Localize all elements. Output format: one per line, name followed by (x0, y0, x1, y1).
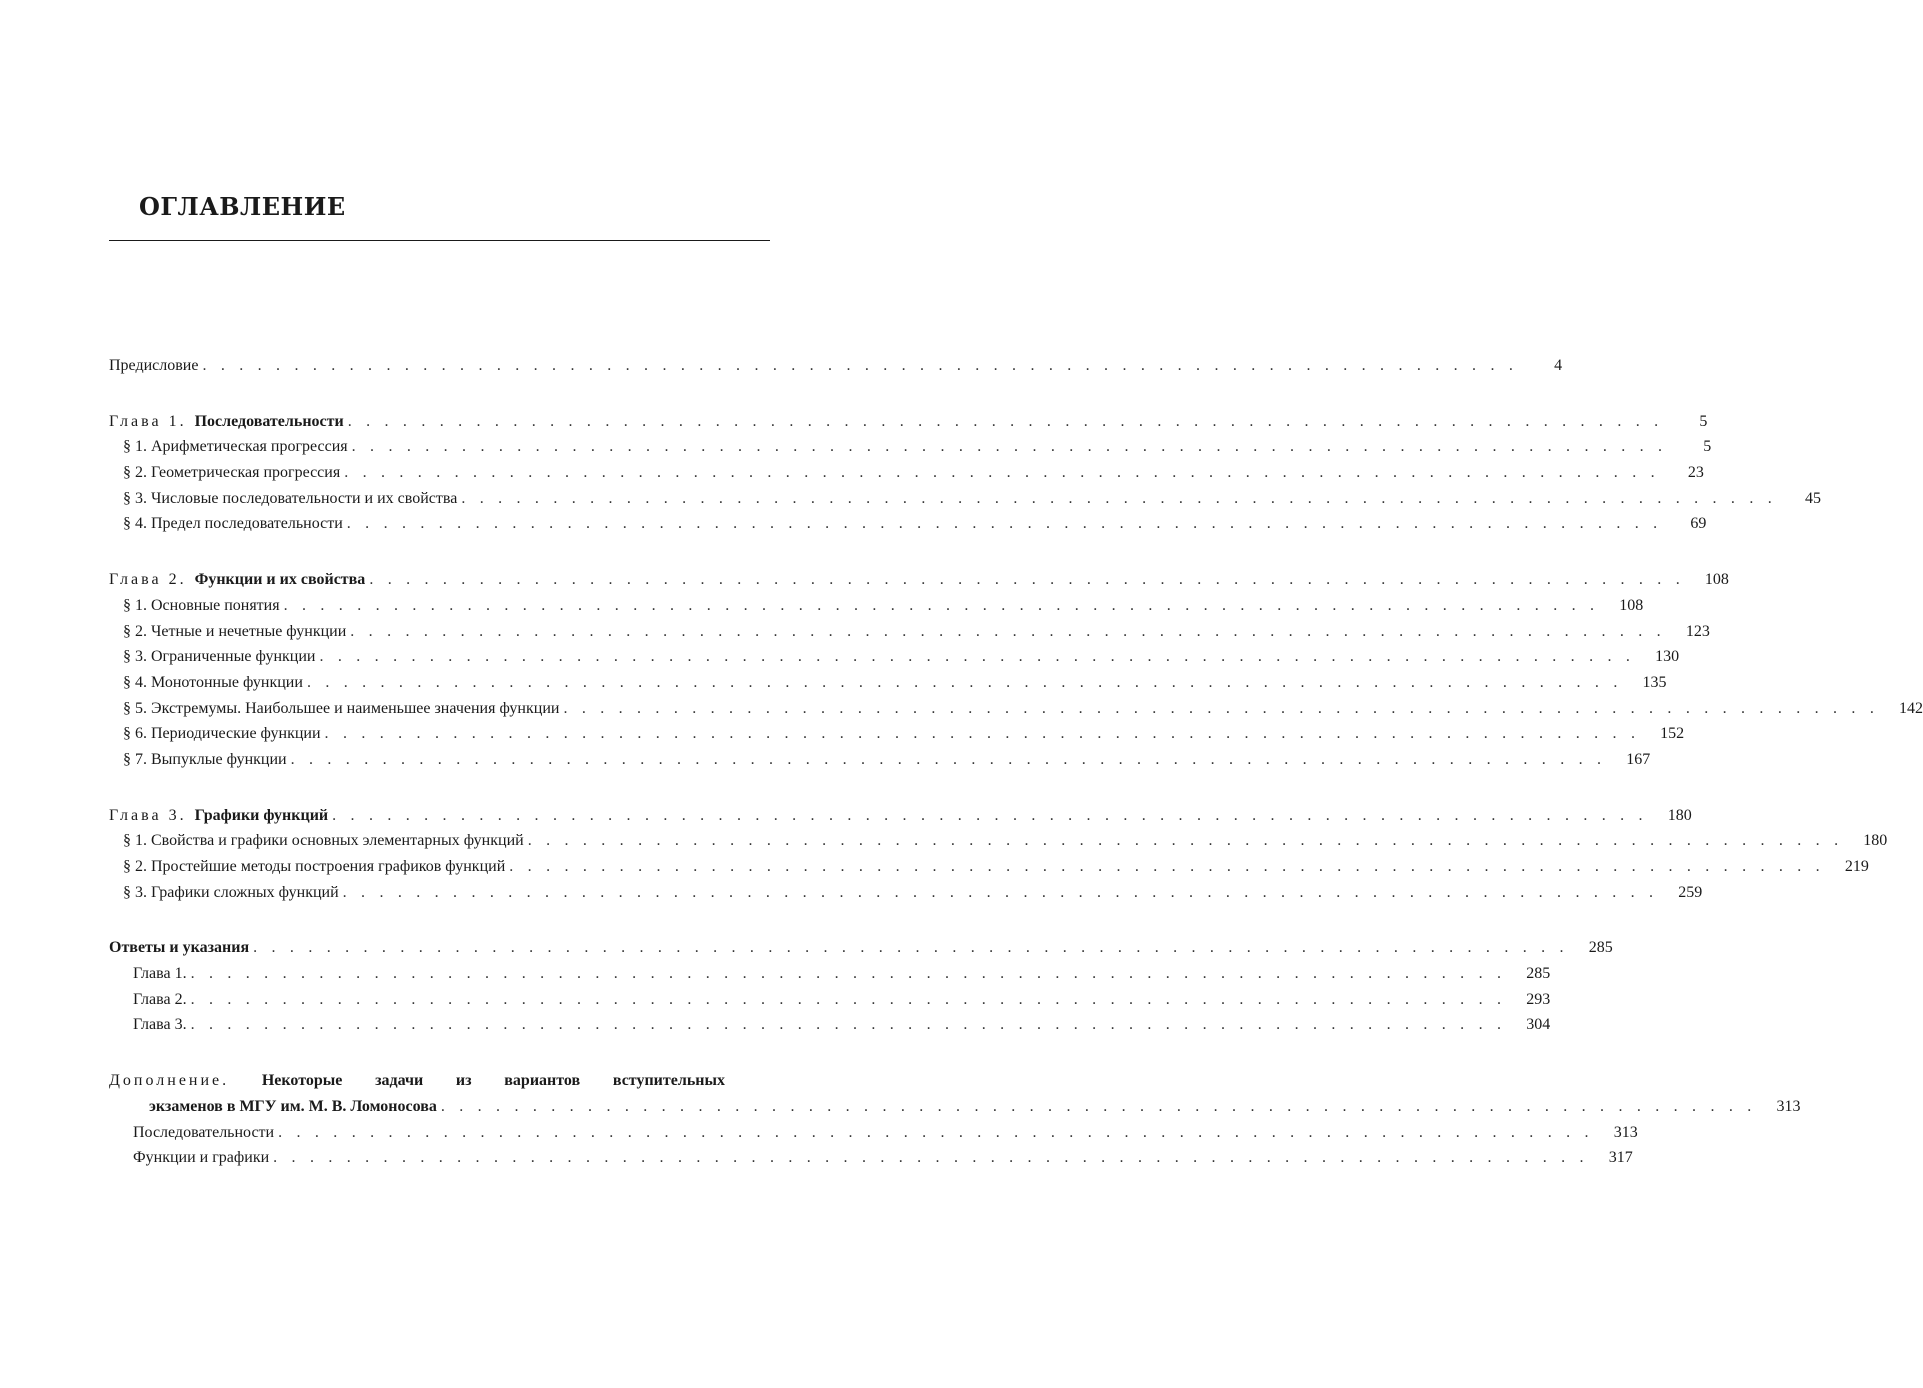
toc-entry-section[interactable] (109, 828, 1888, 854)
page-title: ОГЛАВЛЕНИЕ (139, 192, 346, 221)
page-number: 4 (1554, 357, 1563, 374)
entry-label: § 1. Арифметическая прогрессия (123, 438, 348, 456)
entry-label: § 1. Основные понятия (123, 596, 280, 614)
entry-label (109, 803, 332, 829)
toc-entry-section[interactable] (109, 486, 1821, 512)
page-number: 285 (1588, 939, 1613, 957)
toc-entry-answers-chapter[interactable] (109, 987, 1551, 1013)
toc-entry-section[interactable] (109, 721, 1685, 747)
entry-label: Предисловие (109, 357, 199, 374)
toc-entry-section[interactable] (109, 644, 1680, 670)
page-number: 108 (1704, 571, 1729, 589)
dot-leader: . . . . . . . . . . . . . . . . . . . . . . . . . . . . . . . . . . . . . . . . . . . . . . . . . . . . . . . . . . . . . . . . . . . . . . . . (319, 648, 1636, 666)
dot-leader: . . . . . . . . . . . . . . . . . . . . . . . . . . . . . . . . . . . . . . . . . . . . . . . . . . . . . . . . . . . . . . . . . . . . . . . . (527, 832, 1844, 850)
page-number: 152 (1660, 725, 1685, 743)
toc-entry-answers-chapter[interactable] (109, 961, 1551, 987)
toc-entry-section[interactable] (109, 460, 1704, 486)
title-rule (109, 240, 770, 241)
dot-leader: . . . . . . . . . . . . . . . . . . . . . . . . . . . . . . . . . . . . . . . . . . . . . . . . . . . . . . . . . . . . . . . . . . . . . . . . (332, 806, 1648, 824)
toc-entry-chapter-1[interactable] (109, 409, 1708, 435)
entry-label: § 2. Геометрическая прогрессия (123, 464, 341, 482)
page-number: 142 (1899, 699, 1923, 717)
entry-label: Глава 1. (133, 965, 187, 983)
toc-entry-section[interactable] (109, 434, 1712, 460)
toc-entry-section[interactable] (109, 880, 1703, 906)
entry-label: Функции и графики (133, 1149, 270, 1167)
entry-label: § 5. Экстремумы. Наибольшее и наименьшее значения функции (123, 699, 560, 717)
appendix-title-part-2: экзаменов в МГУ им. М. В. Ломоносова (149, 1097, 437, 1115)
dot-leader: . . . . . . . . . . . . . . . . . . . . . . . . . . . . . . . . . . . . . . . . . . . . . . . . . . . . . . . . . . . . . . . . . . . . . . . . (273, 1149, 1589, 1167)
entry-label: § 4. Монотонные функции (123, 673, 303, 691)
dot-leader: . . . . . . . . . . . . . . . . . . . . . . . . . . . . . . . . . . . . . . . . . . . . . . . . . . . . . . . . . . . . . . . . . . . . . . . . (440, 1097, 1757, 1115)
entry-label (109, 409, 348, 435)
dot-leader: . . . . . . . . . . . . . . . . . . . . . . . . . . . . . . . . . . . . . . . . . . . . . . . . . . . . . . . . . . . . . . . . . . . . . . . . (461, 489, 1777, 507)
page-number: 69 (1690, 515, 1707, 533)
dot-leader: . . . . . . . . . . . . . . . . . . . . . . . . . . . . . . . . . . . . . . . . . . . . . . . . . . . . . . . . . . . . . . . . . . . . . . . . (369, 571, 1685, 589)
dot-leader: . . . . . . . . . . . . . . . . . . . . . . . . . . . . . . . . . . . . . . . . . . . . . . . . . . . . . . . . . . . . . . . . . . . . . . . . (563, 699, 1880, 717)
toc-entry-section[interactable] (109, 593, 1644, 619)
toc-entry-section[interactable] (109, 854, 1869, 880)
entry-label (149, 1094, 441, 1120)
dot-leader: . . . . . . . . . . . . . . . . . . . . . . . . . . . . . . . . . . . . . . . . . . . . . . . . . . . . . . . . . . . . . . . . . . . . . . . . (253, 939, 1569, 957)
entry-label: § 7. Выпуклые функции (123, 750, 287, 768)
answers-title: Ответы и указания (109, 939, 250, 957)
entry-label: § 3. Числовые последовательности и их свойства (123, 489, 458, 507)
dot-leader: . . . . . . . . . . . . . . . . . . . . . . . . . . . . . . . . . . . . . . . . . . . . . . . . . . . . . . . . . . . . . . . . . . . . . . . . (202, 357, 1519, 374)
page-number: 313 (1613, 1123, 1638, 1141)
page-number: 5 (1703, 438, 1712, 456)
page-number: 167 (1626, 750, 1651, 768)
chapter-prefix: Глава 3. (109, 806, 187, 824)
page-number: 313 (1776, 1097, 1801, 1115)
entry-label: Глава 2. (133, 990, 187, 1008)
toc-entry-section[interactable] (109, 511, 1707, 537)
dot-leader: . . . . . . . . . . . . . . . . . . . . . . . . . . . . . . . . . . . . . . . . . . . . . . . . . . . . . . . . . . . . . . . . . . . . . . . . (190, 965, 1507, 983)
toc-entry-chapter-3[interactable] (109, 803, 1692, 829)
page-number: 135 (1642, 673, 1667, 691)
appendix-title-line-1 (109, 1068, 725, 1094)
toc-entry-appendix[interactable] (109, 1094, 1801, 1120)
entry-label: Последовательности (133, 1123, 275, 1141)
table-of-contents (109, 353, 1923, 1171)
dot-leader: . . . . . . . . . . . . . . . . . . . . . . . . . . . . . . . . . . . . . . . . . . . . . . . . . . . . . . . . . . . . . . . . . . . . . . . . (324, 725, 1641, 743)
chapter-title: Функции и их свойства (194, 571, 366, 589)
toc-entry-section[interactable] (109, 747, 1651, 773)
entry-label (109, 935, 253, 961)
entry-label: § 4. Предел последовательности (123, 515, 343, 533)
toc-entry-appendix-item[interactable] (109, 1145, 1633, 1171)
dot-leader: . . . . . . . . . . . . . . . . . . . . . . . . . . . . . . . . . . . . . . . . . . . . . . . . . . . . . . . . . . . . . . . . . . . . . . . . (347, 412, 1664, 430)
toc-entry-section[interactable] (109, 670, 1667, 696)
entry-label: § 6. Периодические функции (123, 725, 321, 743)
chapter-title: Графики функций (194, 806, 329, 824)
page-number: 304 (1526, 1016, 1551, 1034)
chapter-title: Последовательности (194, 412, 344, 430)
dot-leader: . . . . . . . . . . . . . . . . . . . . . . . . . . . . . . . . . . . . . . . . . . . . . . . . . . . . . . . . . . . . . . . . . . . . . . . . (190, 1016, 1507, 1034)
toc-entry-answers-chapter[interactable] (109, 1012, 1551, 1038)
page-number: 123 (1685, 622, 1710, 640)
chapter-prefix: Глава 2. (109, 571, 187, 589)
dot-leader: . . . . . . . . . . . . . . . . . . . . . . . . . . . . . . . . . . . . . . . . . . . . . . . . . . . . . . . . . . . . . . . . . . . . . . . . (351, 438, 1668, 456)
appendix-prefix: Дополнение. (109, 1072, 230, 1090)
page-number: 293 (1526, 990, 1551, 1008)
page-number: 180 (1667, 806, 1692, 824)
dot-leader: . . . . . . . . . . . . . . . . . . . . . . . . . . . . . . . . . . . . . . . . . . . . . . . . . . . . . . . . . . . . . . . . . . . . . . . . (344, 464, 1660, 482)
page-number: 285 (1526, 965, 1551, 983)
page-number: 259 (1678, 883, 1703, 901)
page-number: 5 (1699, 412, 1708, 430)
entry-label: § 3. Ограниченные функции (123, 648, 316, 666)
page-number: 130 (1655, 648, 1680, 666)
entry-label: § 2. Простейшие методы построения графиков функций (123, 858, 506, 875)
dot-leader: . . . . . . . . . . . . . . . . . . . . . . . . . . . . . . . . . . . . . . . . . . . . . . . . . . . . . . . . . . . . . . . . . . . . . . . . (509, 858, 1825, 875)
dot-leader: . . . . . . . . . . . . . . . . . . . . . . . . . . . . . . . . . . . . . . . . . . . . . . . . . . . . . . . . . . . . . . . . . . . . . . . . (278, 1123, 1594, 1141)
toc-entry-chapter-2[interactable] (109, 567, 1729, 593)
dot-leader: . . . . . . . . . . . . . . . . . . . . . . . . . . . . . . . . . . . . . . . . . . . . . . . . . . . . . . . . . . . . . . . . . . . . . . . . (346, 515, 1663, 533)
toc-entry-section[interactable] (109, 619, 1710, 645)
page-number: 45 (1804, 489, 1821, 507)
toc-entry-appendix-item[interactable] (109, 1120, 1638, 1146)
dot-leader: . . . . . . . . . . . . . . . . . . . . . . . . . . . . . . . . . . . . . . . . . . . . . . . . . . . . . . . . . . . . . . . . . . . . . . . . (342, 883, 1659, 901)
dot-leader: . . . . . . . . . . . . . . . . . . . . . . . . . . . . . . . . . . . . . . . . . . . . . . . . . . . . . . . . . . . . . . . . . . . . . . . . (283, 596, 1600, 614)
toc-entry-preface[interactable] (109, 353, 1563, 379)
page-number: 108 (1619, 596, 1644, 614)
dot-leader: . . . . . . . . . . . . . . . . . . . . . . . . . . . . . . . . . . . . . . . . . . . . . . . . . . . . . . . . . . . . . . . . . . . . . . . . (306, 673, 1623, 691)
page-number: 219 (1844, 858, 1869, 875)
entry-label (109, 567, 369, 593)
entry-label: § 3. Графики сложных функций (123, 883, 339, 901)
dot-leader: . . . . . . . . . . . . . . . . . . . . . . . . . . . . . . . . . . . . . . . . . . . . . . . . . . . . . . . . . . . . . . . . . . . . . . . . (290, 750, 1607, 768)
chapter-prefix: Глава 1. (109, 412, 187, 430)
appendix-title-part-1: Некоторые задачи из вариантов вступительных (261, 1072, 725, 1090)
entry-label: § 1. Свойства и графики основных элементарных функций (123, 832, 524, 850)
toc-entry-section[interactable] (109, 696, 1923, 722)
page-number: 317 (1608, 1149, 1633, 1167)
entry-label: Глава 3. (133, 1016, 187, 1034)
toc-entry-answers[interactable] (109, 935, 1613, 961)
dot-leader: . . . . . . . . . . . . . . . . . . . . . . . . . . . . . . . . . . . . . . . . . . . . . . . . . . . . . . . . . . . . . . . . . . . . . . . . (350, 622, 1666, 640)
dot-leader: . . . . . . . . . . . . . . . . . . . . . . . . . . . . . . . . . . . . . . . . . . . . . . . . . . . . . . . . . . . . . . . . . . . . . . . . (190, 990, 1507, 1008)
entry-label: § 2. Четные и нечетные функции (123, 622, 347, 640)
page-number: 23 (1687, 464, 1704, 482)
page-number: 180 (1863, 832, 1888, 850)
